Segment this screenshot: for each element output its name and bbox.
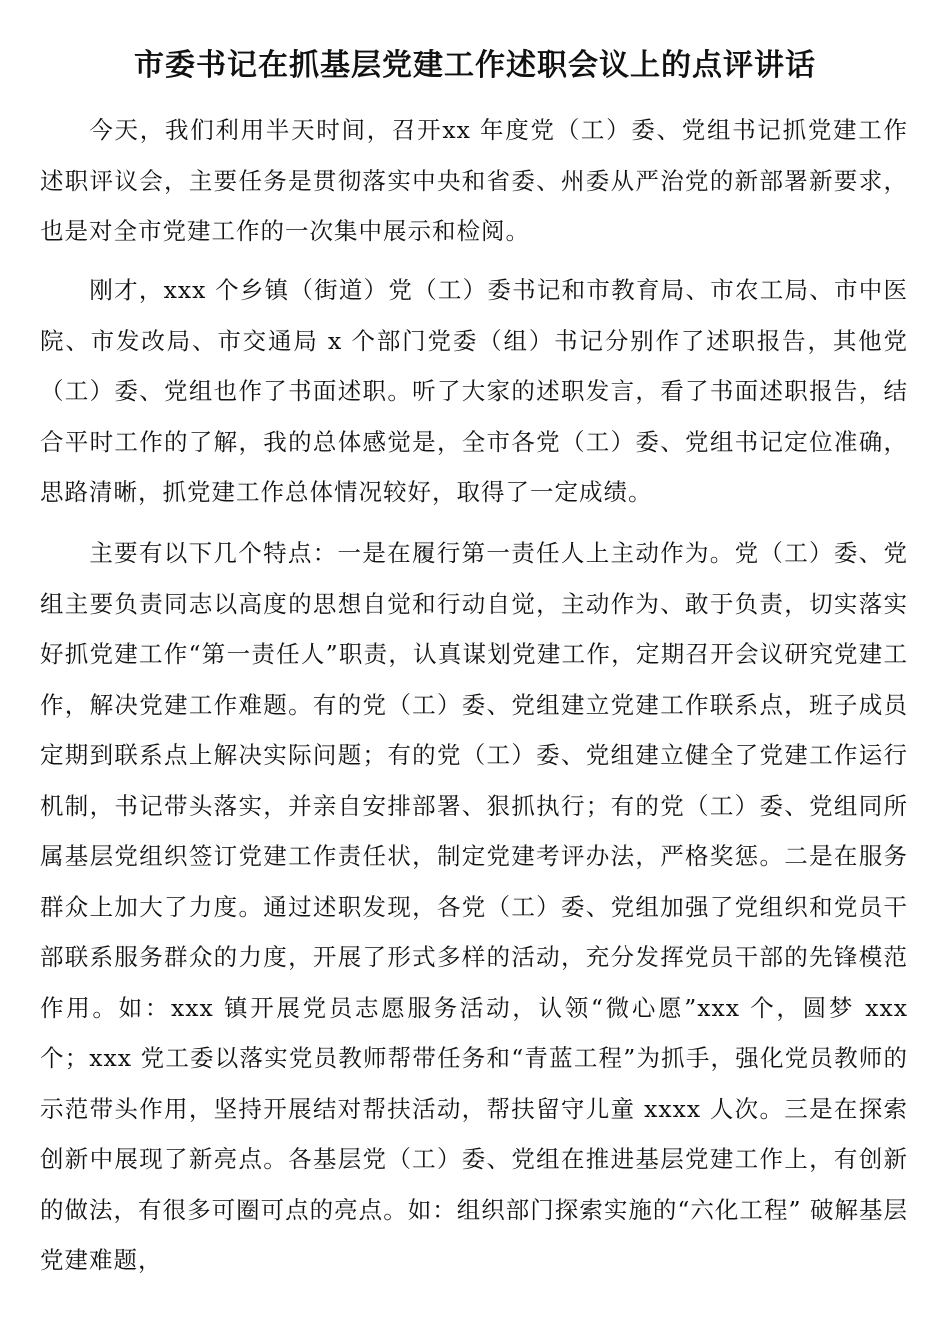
paragraph-1: 今天，我们利用半天时间，召开xx 年度党（工）委、党组书记抓党建工作述职评议会，主要任务是贯彻落实中央和省委、州委从严治党的新部署新要求，也是对全市党建工作的一次集中展示和检阅。 [40,116,908,245]
paragraph-2: 刚才，xxx 个乡镇（街道）党（工）委书记和市教育局、市农工局、市中医院、市发改局、市交通局 x 个部门党委（组）书记分别作了述职报告，其他党（工）委、党组也作了书面述职。听了大家的述职发言，看了书面述职报告，结合平时工作的了解，我的总体感觉是，全市各党（工）委、党组书记定位准确，思路清晰，抓党建工作总体情况较好，取得了一定成绩。 [40,276,908,506]
document-title: 市委书记在抓基层党建工作述职会议上的点评讲话 [134,48,816,83]
paragraph-3: 主要有以下几个特点：一是在履行第一责任人上主动作为。党（工）委、党组主要负责同志以高度的思想自觉和行动自觉，主动作为、敢于负责，切实落实好抓党建工作“第一责任人”职责，认真谋划党建工作，定期召开会议研究党建工作，解决党建工作难题。有的党（工）委、党组建立党建工作联系点，班子成员定期到联系点上解决实际问题；有的党（工）委、党组建立健全了党建工作运行机制，书记带头落实，并亲自安排部署、狠抓执行；有的党（工）委、党组同所属基层党组织签订党建工作责任状，制定党建考评办法，严格奖惩。二是在服务群众上加大了力度。通过述职发现，各党（工）委、党组加强了党组织和党员干部联系服务群众的力度，开展了形式多样的活动，充分发挥党员干部的先锋模范作用。如：xxx 镇开展党员志愿服务活动，认领“微心愿”xxx 个，圆梦 xxx 个；xxx 党工委以落实党员教师帮带任务和“青蓝工程”为抓手，强化党员教师的示范带头作用，坚持开展结对帮扶活动，帮扶留守儿童 xxxx 人次。三是在探索创新中展现了新亮点。各基层党（工）委、党组在推进基层党建工作上，有创新的做法，有很多可圈可点的亮点。如：组织部门探索实施的“六化工程” 破解基层党建难题， [40,539,908,1274]
